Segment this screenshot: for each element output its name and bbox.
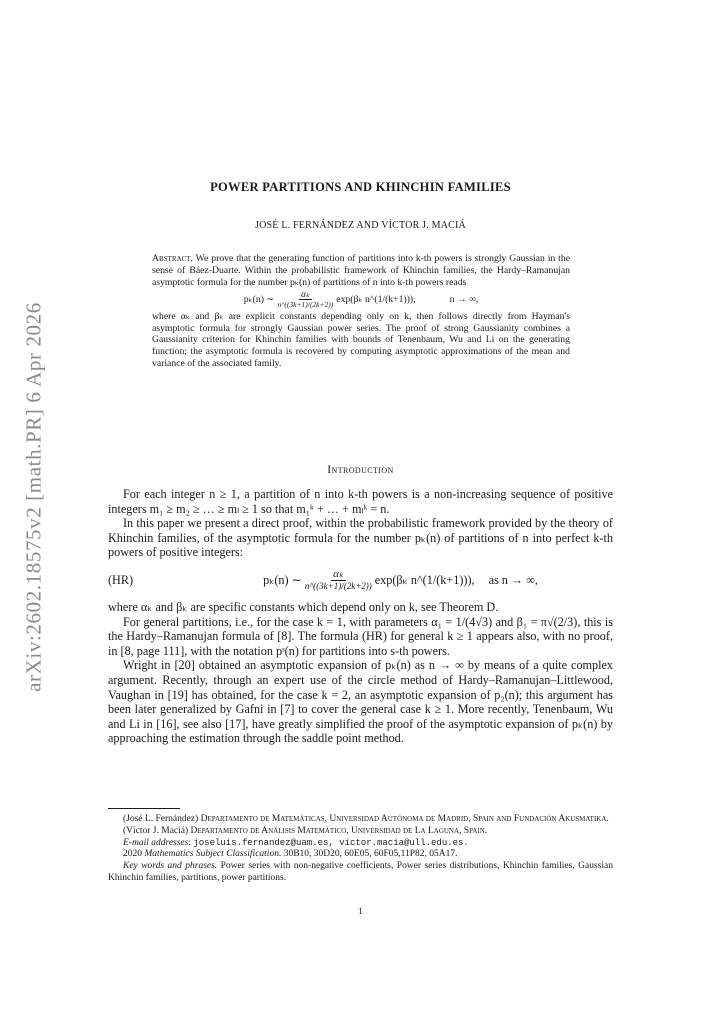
hr-formula-denominator: n^((3k+1)/(2k+2)) (304, 580, 372, 591)
footnote-rule (108, 808, 180, 809)
footnote-email-addresses[interactable]: joseluis.fernandez@uam.es, victor.macia@ull.edu.es. (193, 837, 469, 848)
footnote-msc (108, 849, 613, 861)
introduction-body (108, 487, 613, 746)
footnote-msc-codes: 30B10, 30D20, 60E05, 60F05,11P82, 05A17. (281, 849, 458, 860)
abstract-formula-rhs: exp(βₖ n^(1/(k+1))), (336, 293, 416, 305)
footnote-author-1-affiliation: Departamento de Matemáticas, Universidad Autónoma de Madrid, Spain and Fundación Akusmatika. (200, 814, 609, 824)
hr-formula-equation (188, 569, 613, 591)
abstract-formula-condition: n → ∞, (449, 293, 479, 305)
footnote-author-2 (108, 826, 613, 838)
abstract-formula-fraction (278, 290, 334, 309)
footnote-keywords-label: Key words and phrases. (123, 861, 218, 872)
footnote-keywords (108, 861, 613, 885)
footnotes (108, 814, 613, 885)
abstract-formula (152, 290, 570, 309)
hr-formula-condition: as n → ∞, (488, 572, 538, 587)
footnote-author-1-name: (José L. Fernández) (123, 814, 201, 824)
abstract-text-1: We prove that the generating function of partitions into k-th powers is strongly Gaussian in the sense of Báez-Duarte. Within the probabilistic framework of Khinchin families, the Hardy–Ramanujan asymptotic formula for the number pₖ(n) of partitions of n into k-th powers reads (152, 253, 570, 288)
abstract-formula-numerator: αₖ (301, 289, 310, 300)
abstract-label: Abstract. (152, 253, 193, 264)
hr-formula-fraction (305, 569, 372, 591)
hr-formula (108, 565, 613, 595)
abstract-paragraph-1 (152, 253, 570, 288)
body-paragraph-5: Wright in [20] obtained an asymptotic expansion of pₖ(n) as n → ∞ by means of a quite complex argument. Recently, through an expert use of the circle method of Hardy–Ramanujan–Littlewood, Vaughan in [19] has obtained, for the case k = 2, an asymptotic expansion of p₂(n); this argument has been later generalized by Gafni in [7] to cover the general case k ≥ 1. More recently, Tenenbaum, Wu and Li in [16], see also [17], have greatly simplified the proof of the asymptotic expansion of pₖ(n) by approaching the estimation through the saddle point method. (108, 658, 613, 746)
hr-formula-lhs: pₖ(n) ∼ (263, 572, 302, 587)
body-paragraph-4: For general partitions, i.e., for the case k = 1, with parameters α₁ = 1/(4√3) and β₁ = π√(2/3), this is the Hardy–Ramanujan formula of [8]. The formula (HR) for general k ≥ 1 appears also, with no proof, in [8, page 111], with the notation pˢ(n) for partitions into s-th powers. (108, 614, 613, 658)
arxiv-identifier-stamp (10, 290, 58, 704)
footnote-author-2-name: (Víctor J. Maciá) (123, 825, 191, 836)
abstract-formula-lhs: pₖ(n) ∼ (243, 293, 275, 305)
body-paragraph-2: In this paper we present a direct proof, within the probabilistic framework provided by the theory of Khinchin families, of the asymptotic formula for the number pₖ(n) of partitions of n into perfect k-th powers of positive integers: (108, 516, 613, 560)
abstract-formula-denominator: n^((3k+1)/(2k+2)) (277, 300, 334, 310)
footnote-keywords-text: Power series with non-negative coefficients, Power series distributions, Khinchin families, Gaussian Khinchin families, partitions, power partitions. (108, 861, 613, 883)
footnote-author-2-affiliation: Departamento de Análisis Matemático, Universidad de La Laguna, Spain. (190, 825, 488, 836)
body-paragraph-3: where αₖ and βₖ are specific constants which depend only on k, see Theorem D. (108, 599, 499, 614)
abstract (152, 253, 570, 370)
body-paragraph-1: For each integer n ≥ 1, a partition of n into k-th powers is a non-increasing sequence of positive integers m₁ ≥ m₂ ≥ … ≥ mₗ ≥ 1 so that m₁ᵏ + … + mₗᵏ = n. (108, 487, 613, 516)
hr-formula-rhs: exp(βₖ n^(1/(k+1))), (374, 572, 475, 587)
paper-title: POWER PARTITIONS AND KHINCHIN FAMILIES (210, 180, 511, 194)
paper-authors: JOSÉ L. FERNÁNDEZ AND VÍCTOR J. MACIÁ (255, 220, 466, 231)
footnote-emails: E-mail addresses: joseluis.fernandez@uam.es, victor.macia@ull.edu.es. (123, 837, 469, 848)
footnote-author-1 (108, 814, 613, 826)
footnote-msc-year: 2020 (123, 849, 145, 860)
section-heading-introduction: Introduction (327, 464, 394, 476)
footnote-msc-label: Mathematics Subject Classification. (144, 849, 282, 860)
page-number: 1 (358, 907, 363, 917)
arxiv-identifier-text: arXiv:2602.18575v2 [math.PR] 6 Apr 2026 (21, 302, 46, 692)
hr-formula-label: (HR) (108, 572, 134, 587)
footnote-email-label: E-mail addresses (123, 837, 189, 848)
abstract-paragraph-2: where αₖ and βₖ are explicit constants depending only on k, then follows directly from Hayman's asymptotic formula for strongly Gaussian power series. The proof of strong Gaussianity combines a Gaussianity criterion for Khinchin families with bounds of Tenenbaum, Wu and Li on the generating function; the asymptotic formula is recovered by computing asymptotic approximations of the mean and variance of the associated family. (152, 310, 570, 370)
hr-formula-numerator: αₖ (333, 567, 344, 580)
